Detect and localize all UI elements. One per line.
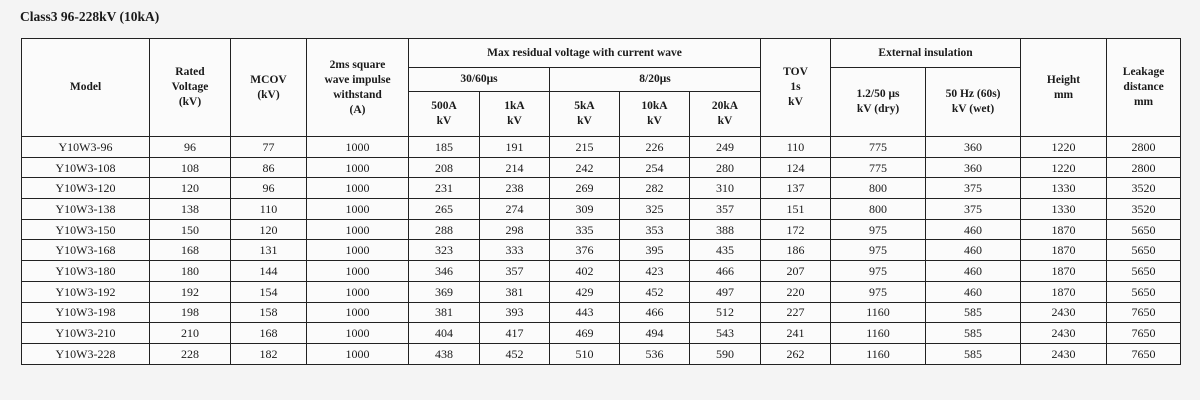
cell-impulse-withstand: 1000: [307, 178, 409, 199]
cell-residual-5ka: 469: [550, 323, 620, 344]
header-line: kV (wet): [951, 103, 995, 115]
cell-rated-voltage: 180: [150, 261, 231, 282]
cell-height: 1870: [1021, 281, 1107, 302]
cell-residual-500a: 288: [409, 219, 480, 240]
cell-mcov: 77: [231, 137, 307, 158]
header-wave-30-60: 30/60μs: [409, 68, 550, 92]
cell-rated-voltage: 108: [150, 157, 231, 178]
header-line: 1s: [790, 81, 801, 93]
header-line: mm: [1133, 96, 1154, 108]
header-line: MCOV: [250, 73, 287, 86]
cell-leakage-distance: 2800: [1107, 137, 1181, 158]
cell-height: 1870: [1021, 261, 1107, 282]
header-line: kV: [647, 115, 662, 127]
cell-residual-10ka: 536: [620, 343, 690, 364]
cell-impulse-withstand: 1000: [307, 219, 409, 240]
table-row: [22, 178, 1181, 199]
cell-ext-dry: 975: [831, 281, 926, 302]
arrester-spec-table: [21, 38, 1181, 365]
table-row: [22, 240, 1181, 261]
header-line: distance: [1123, 81, 1164, 93]
cell-rated-voltage: 150: [150, 219, 231, 240]
cell-leakage-distance: 3520: [1107, 199, 1181, 220]
cell-ext-wet: 585: [926, 343, 1021, 364]
header-line: 50 Hz (60s): [945, 88, 1001, 100]
cell-ext-wet: 375: [926, 178, 1021, 199]
header-line: wave impulse: [324, 73, 391, 86]
cell-mcov: 120: [231, 219, 307, 240]
cell-ext-dry: 1160: [831, 302, 926, 323]
cell-impulse-withstand: 1000: [307, 157, 409, 178]
cell-impulse-withstand: 1000: [307, 281, 409, 302]
cell-height: 1330: [1021, 178, 1107, 199]
cell-height: 1870: [1021, 219, 1107, 240]
cell-ext-dry: 800: [831, 178, 926, 199]
header-line: (kV): [178, 96, 202, 108]
cell-leakage-distance: 2800: [1107, 157, 1181, 178]
cell-rated-voltage: 198: [150, 302, 231, 323]
cell-residual-500a: 185: [409, 137, 480, 158]
cell-rated-voltage: 120: [150, 178, 231, 199]
cell-ext-wet: 360: [926, 157, 1021, 178]
cell-ext-wet: 460: [926, 240, 1021, 261]
cell-ext-dry: 975: [831, 261, 926, 282]
cell-model: Y10W3-138: [22, 199, 150, 220]
cell-rated-voltage: 210: [150, 323, 231, 344]
header-line: 1.2/50 μs: [856, 88, 900, 100]
cell-tov: 262: [761, 343, 831, 364]
cell-leakage-distance: 5650: [1107, 240, 1181, 261]
cell-residual-500a: 323: [409, 240, 480, 261]
cell-residual-1ka: 393: [480, 302, 550, 323]
header-line: (A): [349, 103, 366, 116]
header-line: 2ms square: [329, 58, 386, 71]
cell-residual-20ka: 497: [690, 281, 761, 302]
cell-leakage-distance: 5650: [1107, 281, 1181, 302]
cell-ext-dry: 975: [831, 240, 926, 261]
cell-height: 2430: [1021, 323, 1107, 344]
table-title: Class3 96-228kV (10kA): [20, 9, 160, 24]
cell-leakage-distance: 7650: [1107, 302, 1181, 323]
header-height: [1021, 39, 1107, 137]
cell-ext-wet: 460: [926, 261, 1021, 282]
cell-residual-500a: 265: [409, 199, 480, 220]
cell-impulse-withstand: 1000: [307, 261, 409, 282]
cell-mcov: 182: [231, 343, 307, 364]
cell-model: Y10W3-150: [22, 219, 150, 240]
header-line: (kV): [257, 88, 280, 101]
cell-residual-500a: 231: [409, 178, 480, 199]
cell-residual-20ka: 590: [690, 343, 761, 364]
cell-rated-voltage: 96: [150, 137, 231, 158]
cell-residual-5ka: 335: [550, 219, 620, 240]
header-mcov: [231, 39, 307, 137]
table-header: [22, 39, 1181, 137]
cell-residual-1ka: 333: [480, 240, 550, 261]
table-row: [22, 219, 1181, 240]
cell-residual-10ka: 494: [620, 323, 690, 344]
cell-impulse-withstand: 1000: [307, 199, 409, 220]
cell-rated-voltage: 138: [150, 199, 231, 220]
header-rated-voltage: [150, 39, 231, 137]
cell-residual-10ka: 325: [620, 199, 690, 220]
cell-ext-wet: 460: [926, 219, 1021, 240]
cell-residual-1ka: 452: [480, 343, 550, 364]
header-line: Leakage: [1122, 66, 1165, 78]
cell-ext-wet: 375: [926, 199, 1021, 220]
cell-height: 1220: [1021, 157, 1107, 178]
cell-residual-10ka: 423: [620, 261, 690, 282]
cell-tov: 207: [761, 261, 831, 282]
cell-residual-1ka: 214: [480, 157, 550, 178]
cell-residual-500a: 438: [409, 343, 480, 364]
cell-residual-500a: 381: [409, 302, 480, 323]
header-max-residual-voltage: Max residual voltage with current wave: [409, 39, 761, 68]
cell-residual-5ka: 309: [550, 199, 620, 220]
header-leakage-distance: [1107, 39, 1181, 137]
cell-residual-20ka: 249: [690, 137, 761, 158]
cell-rated-voltage: 168: [150, 240, 231, 261]
cell-model: Y10W3-96: [22, 137, 150, 158]
cell-residual-1ka: 274: [480, 199, 550, 220]
cell-impulse-withstand: 1000: [307, 343, 409, 364]
header-ext-wet: [926, 68, 1021, 137]
header-line: Height: [1046, 73, 1081, 86]
cell-rated-voltage: 228: [150, 343, 231, 364]
cell-height: 2430: [1021, 302, 1107, 323]
cell-tov: 172: [761, 219, 831, 240]
cell-ext-wet: 460: [926, 281, 1021, 302]
cell-tov: 220: [761, 281, 831, 302]
cell-tov: 110: [761, 137, 831, 158]
cell-leakage-distance: 5650: [1107, 219, 1181, 240]
cell-ext-dry: 975: [831, 219, 926, 240]
header-line: 5kA: [574, 100, 595, 112]
cell-residual-500a: 369: [409, 281, 480, 302]
header-impulse-withstand: [307, 39, 409, 137]
cell-impulse-withstand: 1000: [307, 302, 409, 323]
cell-ext-wet: 585: [926, 323, 1021, 344]
cell-mcov: 158: [231, 302, 307, 323]
table-row: [22, 323, 1181, 344]
header-1ka: [480, 92, 550, 137]
header-5ka: [550, 92, 620, 137]
cell-residual-5ka: 376: [550, 240, 620, 261]
cell-model: Y10W3-108: [22, 157, 150, 178]
cell-residual-1ka: 298: [480, 219, 550, 240]
cell-leakage-distance: 7650: [1107, 343, 1181, 364]
cell-residual-5ka: 242: [550, 157, 620, 178]
cell-leakage-distance: 3520: [1107, 178, 1181, 199]
cell-residual-20ka: 466: [690, 261, 761, 282]
cell-residual-5ka: 510: [550, 343, 620, 364]
cell-ext-wet: 360: [926, 137, 1021, 158]
header-line: kV: [436, 115, 452, 127]
cell-mcov: 86: [231, 157, 307, 178]
cell-residual-10ka: 466: [620, 302, 690, 323]
cell-tov: 227: [761, 302, 831, 323]
header-line: kV: [788, 96, 803, 108]
cell-residual-20ka: 357: [690, 199, 761, 220]
table-row: [22, 281, 1181, 302]
cell-residual-5ka: 215: [550, 137, 620, 158]
header-ext-dry: [831, 68, 926, 137]
cell-ext-dry: 1160: [831, 343, 926, 364]
header-20ka: [690, 92, 761, 137]
header-line: kV: [717, 115, 733, 127]
cell-residual-500a: 404: [409, 323, 480, 344]
cell-ext-dry: 1160: [831, 323, 926, 344]
table-row: [22, 199, 1181, 220]
table-row: [22, 157, 1181, 178]
header-tov: [761, 39, 831, 137]
cell-model: Y10W3-180: [22, 261, 150, 282]
cell-residual-500a: 208: [409, 157, 480, 178]
cell-impulse-withstand: 1000: [307, 137, 409, 158]
cell-residual-10ka: 395: [620, 240, 690, 261]
cell-tov: 137: [761, 178, 831, 199]
header-500a: [409, 92, 480, 137]
cell-model: Y10W3-198: [22, 302, 150, 323]
cell-height: 2430: [1021, 343, 1107, 364]
header-line: kV: [507, 115, 522, 127]
header-line: Rated: [175, 66, 205, 78]
header-line: withstand: [333, 88, 382, 101]
cell-residual-10ka: 254: [620, 157, 690, 178]
cell-residual-1ka: 417: [480, 323, 550, 344]
header-line: TOV: [783, 66, 808, 78]
header-model: Model: [22, 39, 150, 137]
table-row: [22, 137, 1181, 158]
cell-leakage-distance: 5650: [1107, 261, 1181, 282]
cell-residual-500a: 346: [409, 261, 480, 282]
header-line: 10kA: [641, 100, 668, 112]
header-line: kV (dry): [856, 103, 900, 115]
cell-residual-5ka: 429: [550, 281, 620, 302]
cell-residual-1ka: 381: [480, 281, 550, 302]
cell-mcov: 110: [231, 199, 307, 220]
cell-model: Y10W3-120: [22, 178, 150, 199]
cell-height: 1330: [1021, 199, 1107, 220]
cell-impulse-withstand: 1000: [307, 240, 409, 261]
cell-residual-20ka: 280: [690, 157, 761, 178]
cell-mcov: 131: [231, 240, 307, 261]
header-line: 20kA: [711, 100, 739, 112]
cell-leakage-distance: 7650: [1107, 323, 1181, 344]
cell-rated-voltage: 192: [150, 281, 231, 302]
cell-residual-20ka: 543: [690, 323, 761, 344]
cell-residual-20ka: 388: [690, 219, 761, 240]
header-10ka: [620, 92, 690, 137]
header-line: Voltage: [171, 81, 209, 93]
cell-tov: 151: [761, 199, 831, 220]
cell-tov: 241: [761, 323, 831, 344]
cell-mcov: 96: [231, 178, 307, 199]
cell-residual-10ka: 282: [620, 178, 690, 199]
cell-ext-wet: 585: [926, 302, 1021, 323]
cell-tov: 186: [761, 240, 831, 261]
header-wave-8-20: 8/20μs: [550, 68, 761, 92]
cell-mcov: 154: [231, 281, 307, 302]
cell-residual-20ka: 435: [690, 240, 761, 261]
header-line: 1kA: [504, 100, 525, 112]
cell-height: 1220: [1021, 137, 1107, 158]
header-line: mm: [1053, 88, 1074, 101]
cell-residual-10ka: 452: [620, 281, 690, 302]
table-row: [22, 261, 1181, 282]
cell-residual-10ka: 353: [620, 219, 690, 240]
cell-impulse-withstand: 1000: [307, 323, 409, 344]
cell-model: Y10W3-168: [22, 240, 150, 261]
cell-ext-dry: 775: [831, 137, 926, 158]
cell-residual-5ka: 269: [550, 178, 620, 199]
cell-mcov: 144: [231, 261, 307, 282]
cell-residual-10ka: 226: [620, 137, 690, 158]
cell-tov: 124: [761, 157, 831, 178]
table-row: [22, 302, 1181, 323]
cell-residual-5ka: 402: [550, 261, 620, 282]
cell-model: Y10W3-210: [22, 323, 150, 344]
cell-residual-1ka: 238: [480, 178, 550, 199]
header-line: kV: [577, 115, 592, 127]
cell-model: Y10W3-192: [22, 281, 150, 302]
cell-residual-1ka: 357: [480, 261, 550, 282]
cell-height: 1870: [1021, 240, 1107, 261]
header-line: 500A: [431, 100, 457, 112]
cell-residual-20ka: 310: [690, 178, 761, 199]
cell-residual-5ka: 443: [550, 302, 620, 323]
table-row: [22, 343, 1181, 364]
header-external-insulation: External insulation: [831, 39, 1021, 68]
table-body: [22, 137, 1181, 365]
cell-residual-20ka: 512: [690, 302, 761, 323]
cell-residual-1ka: 191: [480, 137, 550, 158]
cell-ext-dry: 775: [831, 157, 926, 178]
cell-model: Y10W3-228: [22, 343, 150, 364]
cell-mcov: 168: [231, 323, 307, 344]
cell-ext-dry: 800: [831, 199, 926, 220]
